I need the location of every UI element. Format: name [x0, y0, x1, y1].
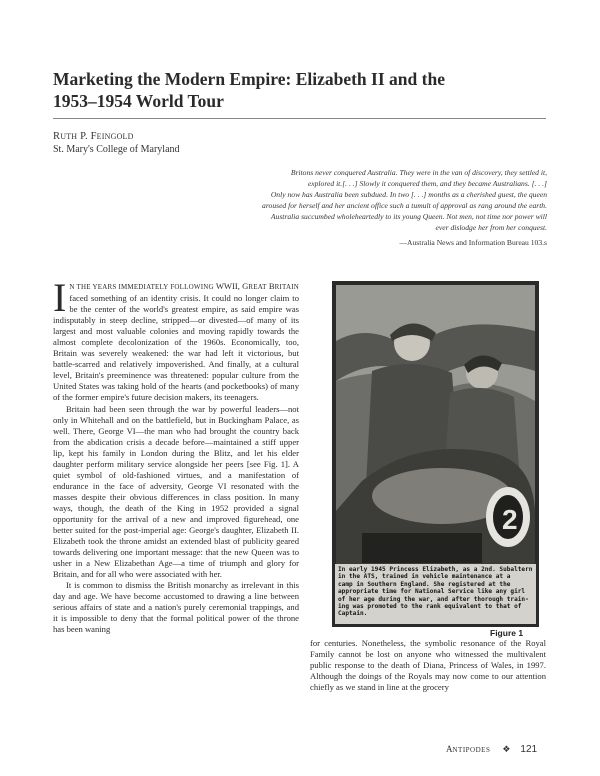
- epigraph-line: Only now has Australia been subdued. In two [. . .] months as a cherished guest, the queen: [270, 190, 547, 199]
- author-middle: P.: [80, 131, 88, 142]
- body-paragraph-2: Britain had been seen through the war by powerful leaders—not only in Whitehall and on the battlefield, but in Buckingham Palace, as well. There, George VI—the man who had brought the country back from the abdication crisis a decade before—maintained a stiff upper lip, kept his family in London during the Blitz, and let his elder daughter perform military service alongside her peers [see Fig. 1]. A quiet symbol of old-fashioned virtues, and a manifestation of endurance in the face of adversity, George VI resonated with the masses despite their obvious differences in class position. In many ways, though, the death of the King in 1952 provided a signal opportunity for the arrival of a new and improved figurehead, one better suited for the post-imperial age: George's daughter, Elizabeth II. Elizabeth took the throne amidst an extended blast of publicity geared towards delivering one important message: that the new Queen was to usher in a New Elizabethan Age—a time of triumph and glory for Britain, and for all who were associated with her.: [53, 403, 299, 580]
- journal-initial: A: [446, 744, 453, 754]
- caption-line: camp in Southern England. She registered at the: [338, 580, 511, 588]
- body-paragraph-1: [53, 275, 299, 404]
- caption-line: in the ATS, trained in vehicle maintenance at a: [338, 573, 511, 581]
- opening-wwii: WWII, G: [215, 281, 249, 291]
- caption-line: In early 1945 Princess Elizabeth, as a 2nd. Subaltern: [338, 566, 533, 573]
- article-title: [53, 68, 553, 112]
- journal-name: NTIPODES: [452, 746, 491, 754]
- title-rule: [53, 118, 546, 119]
- body-paragraph-3: It is common to dismiss the British monarchy as irrelevant in this day and age. We have become accustomed to drawing a line between serious affairs of state and a nation's purely ceremonial trappings, and it is impossible to deny that the formal political power of the throne has been waning: [53, 580, 299, 635]
- figure-caption: [335, 564, 536, 624]
- title-line-1: Marketing the Modern Empire: Elizabeth II and the: [53, 69, 445, 89]
- drop-cap: I: [53, 275, 67, 320]
- body-column-left: [53, 275, 299, 636]
- author-initial: R: [53, 131, 61, 142]
- epigraph-source: —Australia News and Information Bureau 103.s: [399, 238, 547, 247]
- caption-line: Captain.: [338, 610, 368, 618]
- author-affiliation: St. Mary's College of Maryland: [53, 144, 180, 155]
- fleuron-icon: ❖: [502, 745, 511, 755]
- title-line-2: 1953–1954 World Tour: [53, 91, 224, 111]
- opening-small-caps-3: RITAIN: [274, 283, 299, 291]
- plate-number: 2: [502, 504, 518, 535]
- author-last-initial: F: [90, 131, 97, 142]
- epigraph-line: Australia succumbed wholeheartedly to its young Queen. Not men, not time nor power will: [270, 212, 547, 221]
- opening-b: B: [268, 281, 275, 291]
- caption-line: ing was promoted to the rank equivalent to that of: [338, 603, 522, 611]
- body-column-right: [310, 638, 546, 693]
- caption-line: appropriate time for National Service like any girl: [338, 588, 526, 596]
- epigraph: [220, 167, 547, 233]
- paragraph-1-text: faced something of an identity crisis. It could no longer claim to be the center of the world's greatest empire, as said empire was indisputably in steep decline, stripped—or divested—of many of its largest and most valuable colonies and moving rapidly towards the almost complete decolonization of the 1960s. Economically, too, Britain was severely weakened: the war had left it victorious, but battle-scarred and relatively impoverished. And finally, at a cultural level, Britain's preeminence was threatened: popular culture from the United States was taking hold of the hearts (and pocketbooks) of many of the former empire's future decision makers, its teenagers.: [53, 293, 299, 403]
- epigraph-line: aroused for herself and her ancient office such a tumult of approval as rang around the earth.: [262, 201, 547, 210]
- opening-small-caps: N THE YEARS IMMEDIATELY FOLLOWING: [69, 283, 214, 291]
- caption-line: of her age during the war, and after thorough train-: [338, 595, 529, 603]
- page-footer: [446, 744, 537, 755]
- epigraph-line: explored it.[. . .] Slowly it conquered them, and they became Australians. [. . .]: [307, 179, 547, 188]
- page-number: 121: [520, 744, 538, 755]
- opening-small-caps-2: REAT: [248, 283, 267, 291]
- epigraph-line: Britons never conquered Australia. They were in the van of discovery, they settled it,: [290, 168, 547, 177]
- author-last-rest: EINGOLD: [96, 132, 134, 141]
- figure-label: Figure 1: [490, 628, 524, 638]
- author-name: [53, 131, 134, 142]
- epigraph-line: ever dislodge her from her conquest.: [435, 223, 547, 232]
- body-paragraph-3-continued: for centuries. Nonetheless, the symbolic resonance of the Royal Family cannot be lost on anyone who witnessed the multivalent public response to the death of Diana, Princess of Wales, in 1997. Although the doings of the Royals may now come to our attention chiefly as we stand in line at the grocery: [310, 638, 546, 693]
- author-first-rest: UTH: [60, 132, 78, 141]
